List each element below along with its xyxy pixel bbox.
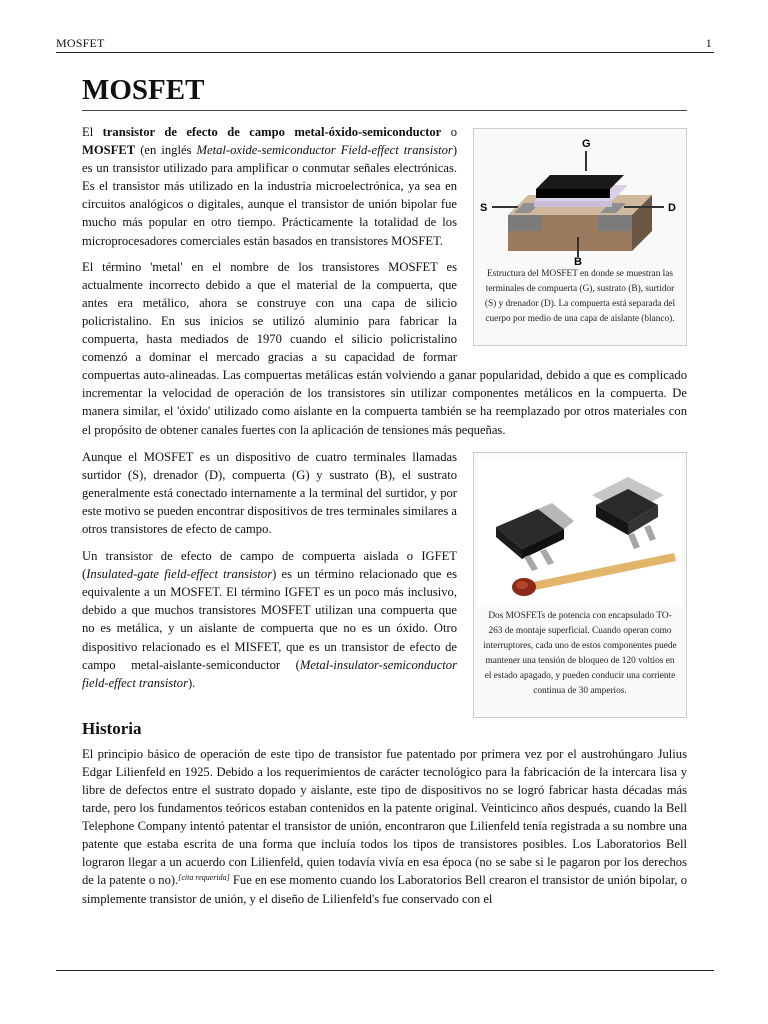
terminals-paragraph: Aunque el MOSFET es un dispositivo de cuatro terminales llamadas surtidor (S), drenador (D), compuerta (G) y sustrato (B), el sustrato generalmente está conectado internamente a la terminal del surtidor, y por este motivo se pueden encontrar dispositivos de tres terminales similares a otros transistores de efecto de campo. [82,449,457,536]
page-number: 1 [705,36,712,50]
running-head-title: MOSFET [56,36,105,50]
gate-top [536,175,624,189]
figure-power-mosfets [473,452,687,718]
drain-well [598,215,632,231]
citation-needed-link[interactable]: [cita requerida] [178,873,230,883]
figure-caption: Estructura del MOSFET en donde se muestran las terminales de compuerta (G), sustrato (B), surtidor (S) y drenador (D). La compuerta está separada del cuerpo por medio de una capa de aislante (blanco). [484,269,676,325]
gate-insulator-front [534,201,612,207]
source-well [508,215,542,231]
section-heading-historia: Historia [82,718,142,738]
footer-rule [56,970,714,971]
running-header [56,36,714,53]
historia-paragraph: El principio básico de operación de este tipo de transistor fue patentado por primera vez por el austrohúngaro Julius Edgar Lilienfeld en 1925. Debido a los requerimientos de carácter tecnológico para la fabricación de la intercara lisa y libre de defectos entre el sustrato dopado y aislante, este tipo de dispositivos no se logró fabricar hasta décadas más tarde, pero los fundamentos teóricos estaban contenidos en la patente original. Veinticinco años después, cuando la Bell Telephone Company intentó patentar el transistor de unión, encontraron que Lilienfeld tenía registrada a su nombre una patente que estaba escrita de una forma que incluía todos los tipos de transistores posibles. Los Laboratorios Bell lograron llegar a un acuerdo con Lilienfeld, quien todavía vivía en esa época (no se sabe si le pagaron por los derechos de la patente o no).[cita requerida] Fue en ese momento cuando los Laboratorios Bell crearon el transistor de unión bipolar, o simplemente transistor de unión, y el diseño de Lilienfeld's fue conservado con el [82,746,687,906]
body-label: B [574,256,582,265]
metal-term-paragraph: El término 'metal' en el nombre de los transistores MOSFET es actualmente incorrecto debido a que el material de la compuerta, que antes era metálico, ahora se construye con una capa de silicio policristalino. En sus inicios se utilizó aluminio para fabricar la compuerta, hasta mediados de 1970 cuando el silicio policristalino comenzó a dominar el mercado gracias a su capacidad de formar compuertas auto-alineadas. Las compuertas metálicas están volviendo a ganar popularidad, debido a que es complicado incrementar la velocidad de operación de los transistores sin utilizar componentes metálicos en la compuerta. De manera similar, el 'óxido' utilizado como aislante en la compuerta también se ha reemplazado por otros materiales con el propósito de obtener canales fuertes con la aplicación de tensiones más pequeñas. [82,259,687,437]
gate-front [536,189,610,198]
drain-label: D [668,202,676,214]
figure-caption: Dos MOSFETs de potencia con encapsulado TO-263 de montaje superficial. Cuando operan como interruptores, cada uno de estos componentes puede mantener una tensión de bloqueo de 120 voltios en el estado apagado, y pueden conducir una corriente continua de 30 amperios. [483,610,677,697]
power-mosfets-photo [478,457,682,607]
article-body [82,123,687,916]
mosfet-structure-diagram [478,133,682,265]
source-label: S [480,202,488,214]
page-title: MOSFET [82,72,687,111]
intro-paragraph: El transistor de efecto de campo metal-óxido-semiconductor o MOSFET (en inglés Metal-oxide-semiconductor Field-effect transistor) es un transistor utilizado para amplificar o conmutar señales electrónicas. Es el transistor más utilizado en la industria microelectrónica, ya sea en circuitos analógicos o digitales, aunque el transistor de unión bipolar fue mucho más popular en otro tiempo. Prácticamente la totalidad de los microprocesadores comerciales están basados en transistores MOSFET. [82,125,458,248]
gate-label: G [582,138,591,150]
igfet-paragraph: Un transistor de efecto de campo de compuerta aislada o IGFET (Insulated-gate field-effect transistor) es un término relacionado que es equivalente a un MOSFET. El término IGFET es un poco más inclusivo, debido a que muchos transistores MOSFET utilizan una compuerta que no es metálica, y un aislante de compuerta que no es un óxido. Otro dispositivo relacionado es el MISFET, que es un transistor de efecto de campo metal-aislante-semiconductor (Metal-insulator-semiconductor field-effect transistor). [82,549,457,690]
figure-mosfet-structure [473,128,687,346]
